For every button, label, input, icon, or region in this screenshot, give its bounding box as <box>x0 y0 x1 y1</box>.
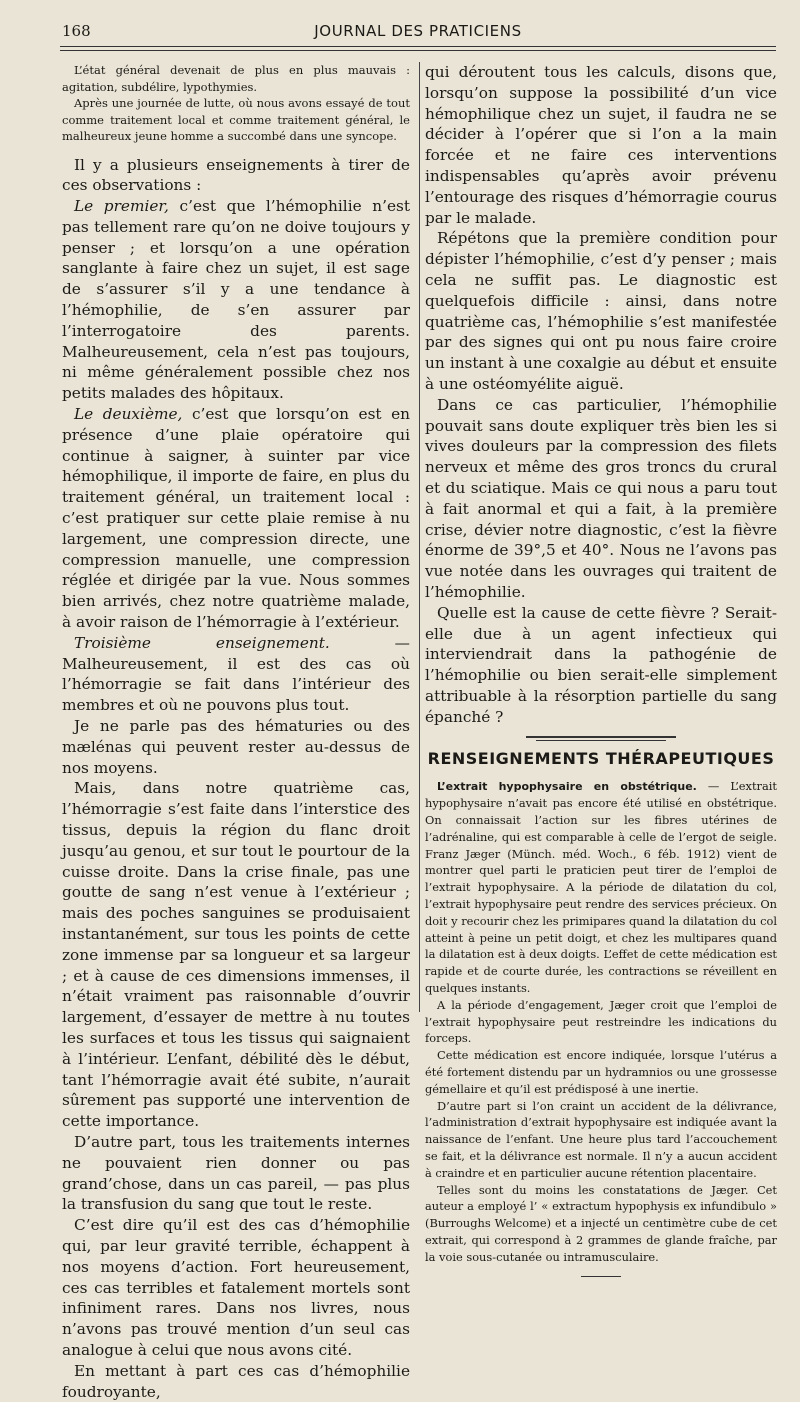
bold-lead: L’extrait hypophysaire en obstétrique. <box>437 780 697 793</box>
end-rule <box>581 1276 621 1277</box>
article-body <box>62 155 410 1402</box>
paragraph: Quelle est la cause de cette fièvre ? Serait-elle due à un agent infectieux qui interviendrait dans la pathogénie de l’hémophilie ou bien serait-elle simplement attribuable à la résorption partielle du sang épanché ? <box>425 603 777 728</box>
paragraph: A la période d’engagement, Jæger croit que l’emploi de l’extrait hypophysaire peut restreindre les indications du forceps. <box>425 997 777 1047</box>
paragraph: Il y a plusieurs enseignements à tirer de ces observations : <box>62 155 410 197</box>
journal-title: JOURNAL DES PRATICIENS <box>62 22 774 40</box>
column-divider <box>419 62 420 1012</box>
page-header <box>62 22 774 44</box>
paragraph: Le deuxième, c’est que lorsqu’on est en présence d’une plaie opératoire qui continue à saigner, à suinter par vice hémophilique, il importe de faire, en plus du traitement général, un traitement local : c’est pratiquer sur cette plaie remise à nu largement, une compression directe, une compression manuelle, une compression réglée et dirigée par la vue. Nous sommes bien arrivés, chez notre quatrième malade, à avoir raison de l’hémorragie à l’extérieur. <box>62 404 410 633</box>
paragraph: qui déroutent tous les calculs, disons que, lorsqu’on suppose la possibilité d’un vice hémophilique chez un sujet, il faudra ne se décider à l’opérer que si l’on a la main forcée et ne faire ces interventions indispensables qu’après avoir prévenu l’entourage des risques d’hémorragie courus par le malade. <box>425 62 777 228</box>
paragraph: Dans ce cas particulier, l’hémophilie pouvait sans doute expliquer très bien les si vives douleurs par la compression des filets nerveux et même des gros troncs du crural et du sciatique. Mais ce qui nous a paru tout à fait anormal et qui a fait, à la première crise, dévier notre diagnostic, c’est la fièvre énorme de 39°,5 et 40°. Nous ne l’avons pas vue notée dans les ouvrages qui traitent de l’hémophilie. <box>425 395 777 603</box>
paragraph: Le premier, c’est que l’hémophilie n’est pas tellement rare qu’on ne doive toujours y penser ; et lorsqu’on a une opération sanglante à faire chez un sujet, il est sage de s’assurer s’il y a une tendance à l’hémophilie, de s’en assurer par l’interrogatoire des parents. Malheureusement, cela n’est pas toujours, ni même généralement possible chez nos petits malades des hôpitaux. <box>62 196 410 404</box>
paragraph: Troisième enseignement. — Malheureusement, il est des cas où l’hémorragie se fait dans l’intérieur des membres et où ne pouvons plus tout. <box>62 633 410 716</box>
header-rule <box>60 46 776 47</box>
paragraph: Je ne parle pas des hématuries ou des mælénas qui peuvent rester au-dessus de nos moyens. <box>62 716 410 778</box>
paragraph: En mettant à part ces cas d’hémophilie foudroyante, <box>62 1361 410 1402</box>
paragraph: Cette médication est encore indiquée, lorsque l’utérus a été fortement distendu par un hydramnios ou une grossesse gémellaire et qu’il est prédisposé à une inertie. <box>425 1047 777 1097</box>
italic-lead: Troisième enseignement. <box>74 634 330 652</box>
italic-lead: Le premier, <box>74 197 169 215</box>
section-title: RENSEIGNEMENTS THÉRAPEUTIQUES <box>425 749 777 768</box>
section-rule <box>526 736 676 738</box>
italic-lead: Le deuxième, <box>74 405 182 423</box>
paragraph: Répétons que la première condition pour dépister l’hémophilie, c’est d’y penser ; mais cela ne suffit pas. Le diagnostic est quelquefois difficile : ainsi, dans notre quatrième cas, l’hémophilie s’est manifestée par des signes qui ont pu nous faire croire un instant à une coxalgie au début et ensuite à une ostéomyélite aiguë. <box>425 228 777 394</box>
observation-end <box>62 62 410 145</box>
paragraph: D’autre part si l’on craint un accident de la délivrance, l’administration d’extrait hypophysaire est indiquée avant la naissance de l’enfant. Une heure plus tard l’accouchement se fait, et la délivrance est normale. Il n’y a aucun accident à craindre et en particulier aucune rétention placentaire. <box>425 1098 777 1182</box>
therapeutics-body <box>425 778 777 1266</box>
left-column <box>62 62 410 1402</box>
paragraph: D’autre part, tous les traitements internes ne pouvaient rien donner ou pas grand’chose, dans un cas pareil, — pas plus la transfusion du sang que tout le reste. <box>62 1132 410 1215</box>
paragraph: Mais, dans notre quatrième cas, l’hémorragie s’est faite dans l’interstice des tissus, depuis la région du flanc droit jusqu’au genou, et sur tout le pourtour de la cuisse droite. Dans la crise finale, pas une goutte de sang n’est venue à l’extérieur ; mais des poches sanguines se produisaient instantanément, sur tous les points de cette zone immense par sa longueur et sa largeur ; et à cause de ces dimensions immenses, il n’était vraiment pas raisonnable d’ouvrir largement, d’essayer de mettre à nu toutes les surfaces et tous les tissus qui saignaient à l’intérieur. L’enfant, débilité dès le début, tant l’hémorragie avait été subite, n’aurait sûrement pas supporté une intervention de cette importance. <box>62 778 410 1132</box>
paragraph: Telles sont du moins les constatations de Jæger. Cet auteur a employé l’ « extractum hypophysis ex infundibulo » (Burroughs Welcome) et a injecté un centimètre cube de cet extrait, qui correspond à 2 grammes de glande fraîche, par la voie sous-cutanée ou intramusculaire. <box>425 1182 777 1266</box>
right-column <box>425 62 777 1277</box>
paragraph: L’état général devenait de plus en plus mauvais : agitation, subdélire, lypothymies. <box>62 62 410 95</box>
paragraph: L’extrait hypophysaire en obstétrique. — L’extrait hypophysaire n’avait pas encore été utilisé en obstétrique. On connaissait l’action sur les fibres utérines de l’adrénaline, qui est comparable à celle de l’ergot de seigle. Franz Jæger (Münch. méd. Woch., 6 féb. 1912) vient de montrer quel parti le praticien peut tirer de l’emploi de l’extrait hypophysaire. A la période de dilatation du col, l’extrait hypophysaire peut rendre des services précieux. On doit y recourir chez les primipares quand la dilatation du col atteint à peine un petit doigt, et chez les multipares quand la dilatation est à deux doigts. L’effet de cette médication est rapide et de courte durée, les contractions se réveillent en quelques instants. <box>425 778 777 997</box>
section-rule-thin <box>536 740 666 741</box>
paragraph: C’est dire qu’il est des cas d’hémophilie qui, par leur gravité terrible, échappent à nos moyens d’action. Fort heureusement, ces cas terribles et fatalement mortels sont infiniment rares. Dans nos livres, nous n’avons pas trouvé mention d’un seul cas analogue à celui que nous avons cité. <box>62 1215 410 1361</box>
paragraph: Après une journée de lutte, où nous avons essayé de tout comme traitement local et comme traitement général, le malheureux jeune homme a succombé dans une syncope. <box>62 95 410 145</box>
header-rule-thin <box>60 50 776 51</box>
article-body-continued <box>425 62 777 728</box>
page-number: 168 <box>62 22 91 40</box>
